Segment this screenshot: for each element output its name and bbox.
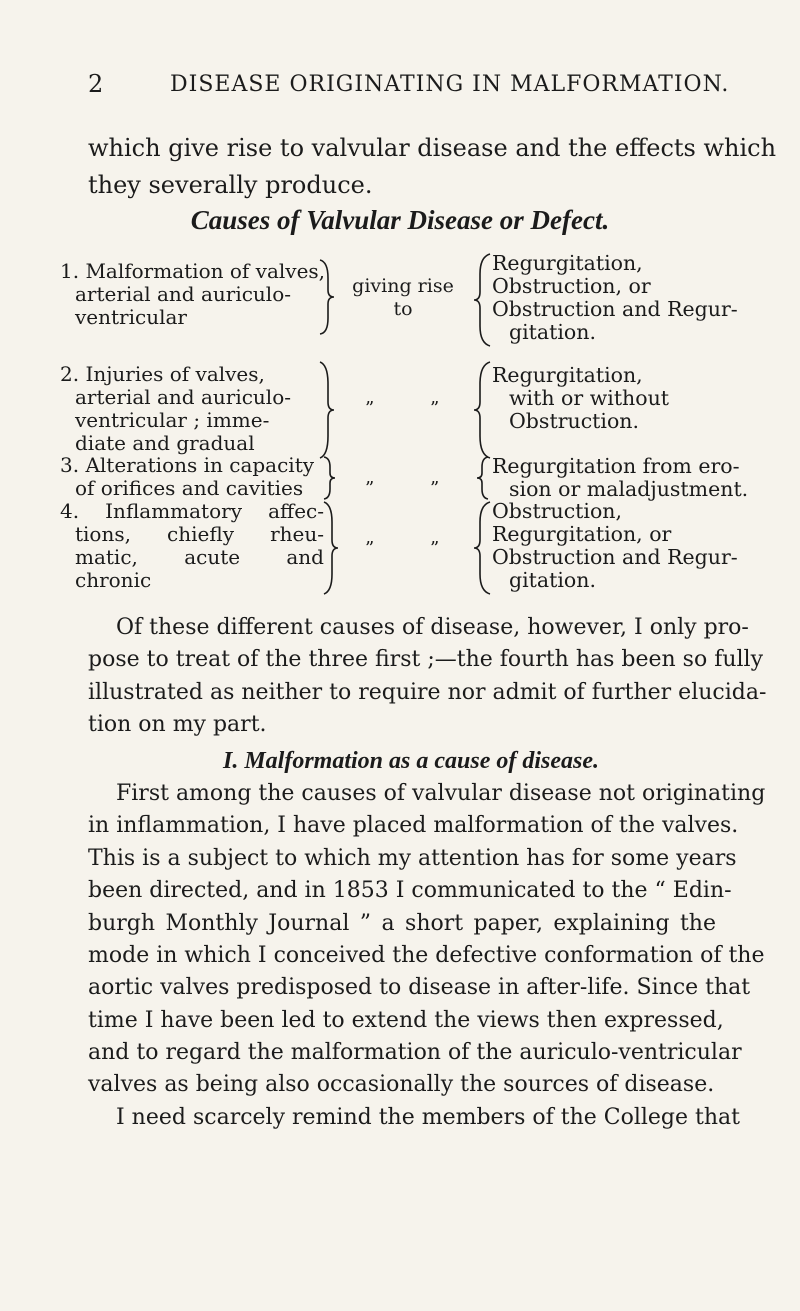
text-line: Of these different causes of disease, however, I only pro- <box>116 615 749 640</box>
cause-1-left: 1. Malformation of valves, arterial and auriculo- ventricular <box>60 259 326 329</box>
running-title: DISEASE ORIGINATING IN MALFORMATION. <box>170 72 730 97</box>
ditto-mark: ” <box>430 538 440 559</box>
text-line: pose to treat of the three first ;—the fourth has been so fully <box>88 647 764 673</box>
cause-1-right: Regurgitation, Obstruction, or Obstruction and Regur- gitation. <box>492 251 738 344</box>
text-line: illustrated as neither to require nor admit of further elucida- <box>88 679 767 705</box>
text-line: mode in which I conceived the defective conformation of the <box>88 942 765 968</box>
text-line: been directed, and in 1853 I communicated to the “ Edin- <box>88 878 732 904</box>
cause-3-left: 3. Alterations in capacity of orifices and cavities <box>60 453 315 500</box>
text-line: valves as being also occasionally the sources of disease. <box>88 1072 715 1098</box>
left-brace <box>472 360 492 460</box>
ditto-mark: ” <box>365 478 375 499</box>
causes-table-title: Causes of Valvular Disease or Defect. <box>190 205 610 235</box>
text-line: in inflammation, I have placed malformation of the valves. <box>88 813 739 839</box>
text-line: This is a subject to which my attention has for some years <box>88 845 737 871</box>
right-brace <box>322 500 340 596</box>
body-text <box>88 612 767 1134</box>
page-number: 2 <box>88 70 105 98</box>
text-line: time I have been led to extend the views then expressed, <box>88 1007 724 1033</box>
text-line: tion on my part. <box>88 712 267 738</box>
text-line: I need scarcely remind the members of the College that <box>116 1104 740 1130</box>
text-line: which give rise to valvular disease and the effects which <box>88 134 777 162</box>
left-brace <box>474 455 490 501</box>
cause-3-right: Regurgitation from ero- sion or maladjustment. <box>492 454 749 501</box>
cause-4-left: 4. Inflammatory affec- tions, chiefly rheu- matic, acute and chronic <box>60 499 324 592</box>
cause-2-left: 2. Injuries of valves, arterial and auriculo- ventricular ; imme- diate and gradual <box>60 362 291 455</box>
ditto-mark: ” <box>365 538 375 559</box>
text-line: they severally produce. <box>88 171 373 199</box>
left-brace <box>472 252 492 348</box>
text-line: First among the causes of valvular disease not originating <box>116 780 766 806</box>
text-line: burgh Monthly Journal ” a short paper, explaining the <box>88 910 716 936</box>
text-line: and to regard the malformation of the auriculo-ventricular <box>88 1040 742 1066</box>
cause-1-middle: giving rise to <box>352 275 454 320</box>
cause-4-right: Obstruction, Regurgitation, or Obstruction and Regur- gitation. <box>492 499 738 592</box>
right-brace <box>318 258 336 336</box>
ditto-mark: ” <box>365 398 375 419</box>
text-line: aortic valves predisposed to disease in after-life. Since that <box>88 975 751 1001</box>
ditto-mark: ” <box>430 398 440 419</box>
section-heading: I. Malformation as a cause of disease. <box>223 747 600 774</box>
ditto-mark: ” <box>430 478 440 499</box>
left-brace <box>472 500 492 596</box>
cause-2-right: Regurgitation, with or without Obstruction. <box>492 363 670 433</box>
right-brace <box>318 360 336 460</box>
right-brace <box>322 455 338 501</box>
